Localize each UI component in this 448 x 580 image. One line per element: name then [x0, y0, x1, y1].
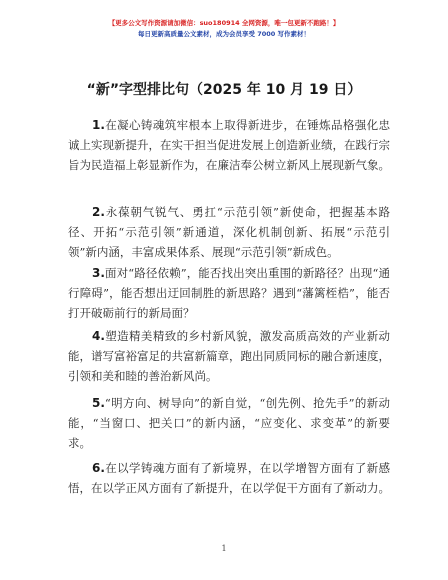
promo-banner-blue: 每日更新高质量公文素材，成为会员享受 7000 写作素材！ — [137, 30, 311, 38]
paragraph-text: 在以学铸魂方面有了新境界，在以学增智方面有了新感悟，在以学正风方面有了新提升，在以学促干方面有了新动力。 — [68, 461, 390, 495]
paragraph-text: 在凝心铸魂筑牢根本上取得新进步，在锤炼品格强化忠诚上实现新提升，在实干担当促进发展上创造新业绩，在践行宗旨为民造福上彰显新作为，在廉洁奉公树立新风上展现新气象。 — [68, 118, 390, 172]
paragraph-4 — [68, 326, 390, 386]
paragraph-3 — [68, 263, 390, 323]
paragraph-number: 2. — [92, 205, 105, 219]
document-title: “新”字型排比句（2025 年 10 月 19 日） — [86, 82, 362, 98]
paragraph-text: 面对“路径依赖”，能否找出突出重围的新路径？出现“通行障碍”，能否想出迂回制胜的新思路？遇到“藩篱桎梏”，能否打开破砺前行的新局面？ — [68, 266, 390, 320]
paragraph-number: 4. — [92, 329, 105, 343]
paragraph-number: 6. — [92, 461, 105, 475]
paragraph-number: 1. — [92, 118, 105, 132]
paragraph-1 — [68, 115, 390, 175]
page-number: 1 — [221, 544, 227, 553]
paragraph-text: 永葆朝气锐气、勇扛“示范引领”新使命，把握基本路径、开拓“示范引领”新通道，深化机制创新、拓展“示范引领”新内涵，丰富成果体系、展现“示范引领”新成色。 — [68, 205, 390, 259]
paragraph-5 — [68, 393, 390, 453]
paragraph-number: 5. — [92, 396, 105, 410]
paragraph-2 — [68, 202, 390, 262]
paragraph-text: “明方向、树导向”的新自觉，“创先例、抢先手”的新动能，“当窗口、把关口”的新内涵，“应变化、求变革”的新要求。 — [68, 396, 390, 450]
paragraph-number: 3. — [92, 266, 105, 280]
paragraph-text: 塑造精美精致的乡村新风貌，激发高质高效的产业新动能，谱写富裕富足的共富新篇章，跑出同质同标的融合新速度，引领和美和睦的善治新风尚。 — [68, 329, 390, 383]
promo-banner-red: 【更多公文写作资源请加微信：suo180914 全网资源，唯一包更新不跑路！】 — [108, 19, 340, 27]
paragraph-6 — [68, 458, 390, 498]
